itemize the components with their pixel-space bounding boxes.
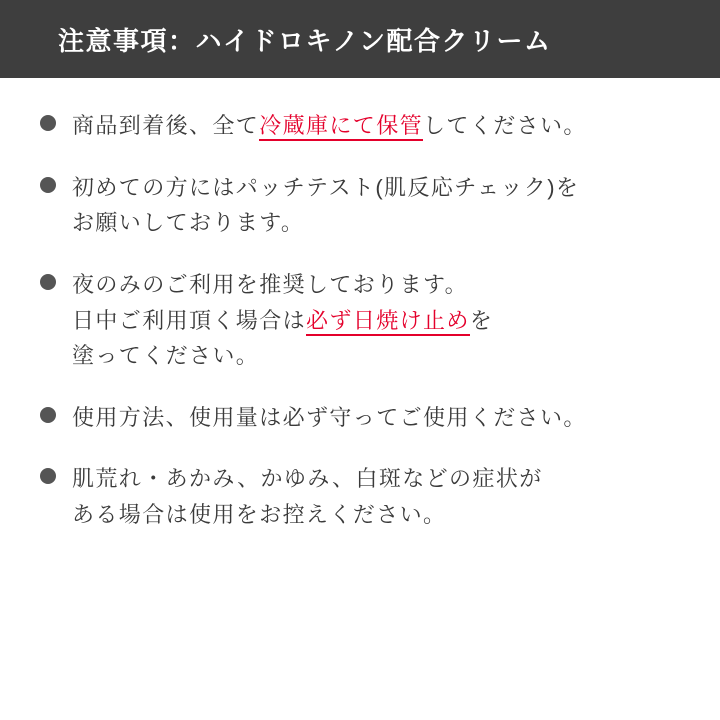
notice-item xyxy=(40,400,680,436)
notice-text xyxy=(72,108,680,144)
plain-text: 日中ご利用頂く場合は xyxy=(72,307,307,333)
notice-text xyxy=(72,267,680,374)
plain-text: 初めての方にはパッチテスト(肌反応チェック)を xyxy=(72,174,580,200)
notice-text xyxy=(72,400,680,436)
notice-line xyxy=(72,170,680,206)
plain-text: お願いしております。 xyxy=(72,210,305,236)
bullet-icon xyxy=(40,177,56,193)
notice-text xyxy=(72,461,680,532)
bullet-icon xyxy=(40,115,56,131)
highlighted-text: 必ず日焼け止め xyxy=(306,308,470,336)
plain-text: 商品到着後、全て xyxy=(72,113,260,138)
plain-text: を xyxy=(469,307,494,333)
bullet-icon xyxy=(40,407,56,423)
notice-line xyxy=(72,267,680,303)
notice-line xyxy=(72,338,680,374)
notice-line xyxy=(72,108,680,144)
page-header xyxy=(0,0,720,78)
notice-item xyxy=(40,170,680,241)
notice-line xyxy=(72,461,680,497)
notice-list xyxy=(0,78,720,533)
plain-text: してください。 xyxy=(423,113,587,138)
notice-item xyxy=(40,108,680,144)
plain-text: 塗ってください。 xyxy=(72,343,260,369)
notice-line xyxy=(72,497,680,533)
notice-line xyxy=(72,205,680,241)
page-title: 注意事項：ハイドロキノン配合クリーム xyxy=(58,25,552,56)
bullet-icon xyxy=(40,468,56,484)
notice-item xyxy=(40,461,680,532)
plain-text: 夜のみのご利用を推奨しております。 xyxy=(72,271,469,297)
notice-item xyxy=(40,267,680,374)
plain-text: 肌荒れ・あかみ、かゆみ、白斑などの症状が xyxy=(72,466,543,492)
plain-text: ある場合は使用をお控えください。 xyxy=(72,502,447,527)
bullet-icon xyxy=(40,274,56,290)
highlighted-text: 冷蔵庫にて保管 xyxy=(259,113,423,141)
notice-text xyxy=(72,170,680,241)
plain-text: 使用方法、使用量は必ず守ってご使用ください。 xyxy=(72,404,587,430)
notice-line xyxy=(72,400,680,436)
notice-line xyxy=(72,303,680,339)
